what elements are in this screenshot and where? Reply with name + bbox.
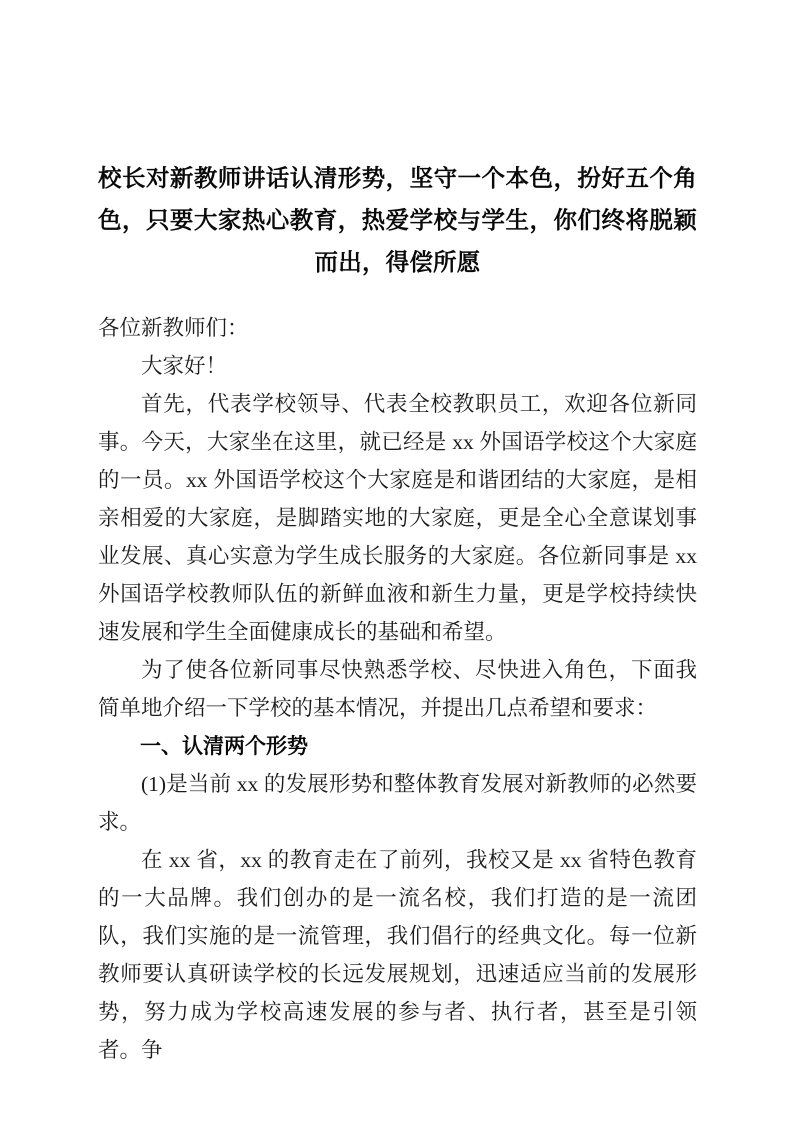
salutation-line: 各位新教师们： — [98, 316, 249, 340]
section-heading-1: 一、认清两个形势 — [140, 734, 308, 758]
numbered-item-1: (1)是当前 xx 的发展形势和整体教育发展对新教师的必然要求。 — [98, 772, 697, 834]
greeting-line: 大家好！ — [141, 354, 228, 378]
body-paragraph-2: 为了使各位新同事尽快熟悉学校、尽快进入角色，下面我简单地介绍一下学校的基本情况，并提出几点希望和要求： — [98, 658, 697, 720]
body-paragraph-3: 在 xx 省，xx 的教育走在了前列，我校又是 xx 省特色教育的一大品牌。我们创办的是一流名校，我们打造的是一流团队，我们实施的是一流管理，我们倡行的经典文化。每一位新教师要认真研读学校的长远发展规划，迅速适应当前的发展形势，努力成为学校高速发展的参与者、执行者，甚至是引领者。争 — [98, 848, 697, 1062]
document-title: 校长对新教师讲话认清形势，坚守一个本色，扮好五个角色，只要大家热心教育，热爱学校与学生，你们终将脱颖而出，得偿所愿 — [98, 164, 697, 276]
body-paragraph-1: 首先，代表学校领导、代表全校教职员工，欢迎各位新同事。今天，大家坐在这里，就已经是 xx 外国语学校这个大家庭的一员。xx 外国语学校这个大家庭是和谐团结的大家庭，是相亲相爱的大家庭，是脚踏实地的大家庭，更是全心全意谋划事业发展、真心实意为学生成长服务的大家庭。各位新同事是 xx 外国语学校教师队伍的新鲜血液和新生力量，更是学校持续快速发展和学生全面健康成长的基础和希望。 — [98, 392, 697, 644]
